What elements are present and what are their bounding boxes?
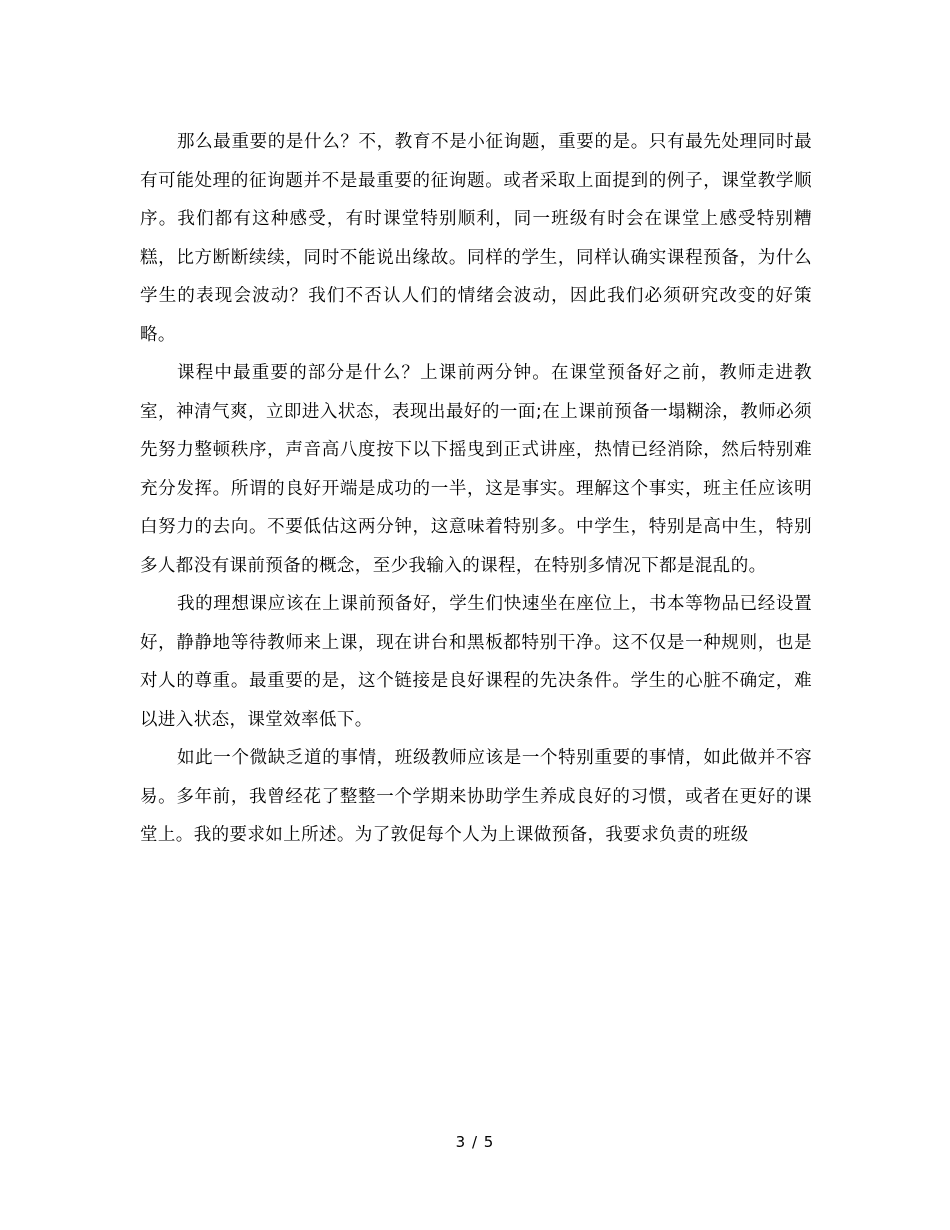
paragraph-1: 那么最重要的是什么？不，教育不是小征询题，重要的是。只有最先处理同时最有可能处理的征询题并不是最重要的征询题。或者采取上面提到的例子，课堂教学顺序。我们都有这种感受，有时课堂特别顺利，同一班级有时会在课堂上感受特别糟糕，比方断断续续，同时不能说出缘故。同样的学生，同样认确实课程预备，为什么学生的表现会波动？我们不否认人们的情绪会波动，因此我们必须研究改变的好策略。 bbox=[140, 132, 812, 345]
page-number: 3 / 5 bbox=[455, 1133, 495, 1151]
paragraph-2: 课程中最重要的部分是什么？上课前两分钟。在课堂预备好之前，教师走进教室，神清气爽，立即进入状态，表现出最好的一面;在上课前预备一塌糊涂，教师必须先努力整顿秩序，声音高八度按下以下摇曳到正式讲座，热情已经消除，然后特别难充分发挥。所谓的良好开端是成功的一半，这是事实。理解这个事实，班主任应该明白努力的去向。不要低估这两分钟，这意味着特别多。中学生，特别是高中生，特别多人都没有课前预备的概念，至少我输入的课程，在特别多情况下都是混乱的。 bbox=[140, 363, 812, 576]
paragraph-4: 如此一个微缺乏道的事情，班级教师应该是一个特别重要的事情，如此做并不容易。多年前，我曾经花了整整一个学期来协助学生养成良好的习惯，或者在更好的课堂上。我的要求如上所述。为了敦促每个人为上课做预备，我要求负责的班级 bbox=[140, 748, 812, 845]
paragraph-3: 我的理想课应该在上课前预备好，学生们快速坐在座位上，书本等物品已经设置好，静静地等待教师来上课，现在讲台和黑板都特别干净。这不仅是一种规则，也是对人的尊重。最重要的是，这个链接是良好课程的先决条件。学生的心脏不确定，难以进入状态，课堂效率低下。 bbox=[140, 594, 812, 730]
body-text bbox=[140, 123, 812, 855]
